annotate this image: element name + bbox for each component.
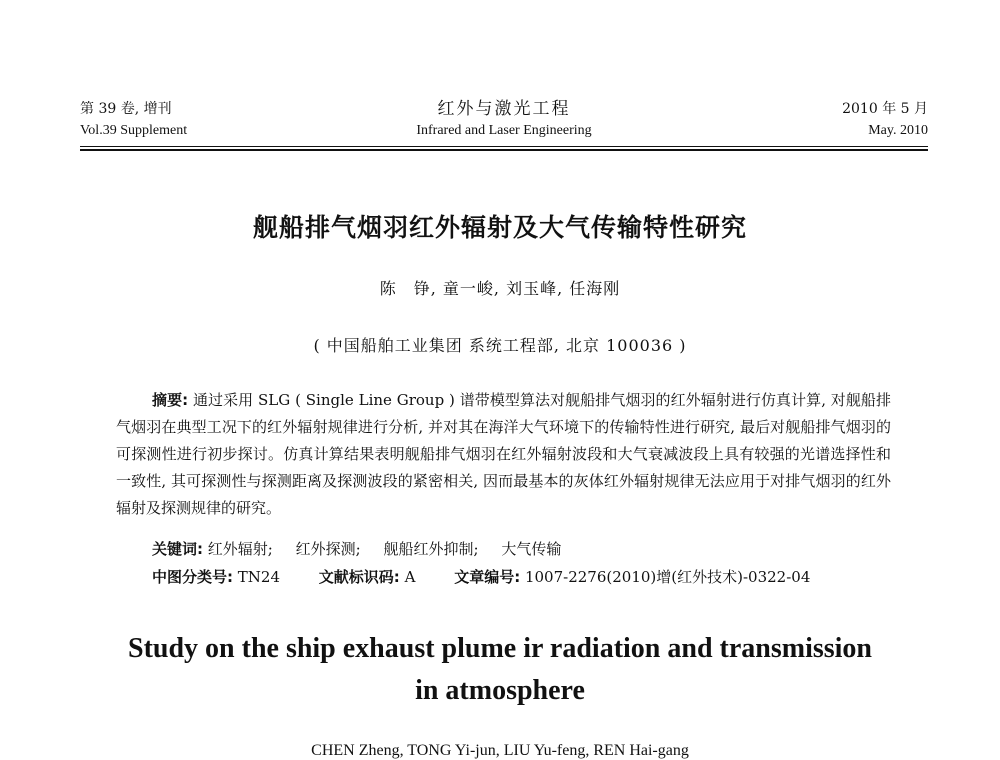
paper-title-en bbox=[100, 628, 900, 712]
date-en: May. 2010 bbox=[868, 123, 928, 138]
keywords bbox=[152, 537, 579, 561]
title-en-line2: in atmosphere bbox=[415, 675, 585, 706]
article-number-field bbox=[454, 568, 810, 586]
affiliation-cn: ( 中国船舶工业集团 系统工程部, 北京 100036 ) bbox=[313, 336, 687, 355]
journal-name-cn: 红外与激光工程 bbox=[437, 99, 571, 119]
header-center bbox=[80, 98, 928, 142]
date-cn: 2010 年 5 月 bbox=[842, 101, 928, 117]
abstract-label: 摘要: bbox=[152, 391, 189, 409]
keyword: 舰船红外抑制; bbox=[383, 540, 479, 558]
journal-name-en: Infrared and Laser Engineering bbox=[416, 123, 592, 138]
keyword: 大气传输 bbox=[501, 540, 562, 558]
doc-code-value: A bbox=[404, 568, 416, 586]
keyword: 红外辐射; bbox=[207, 540, 273, 558]
doc-code-field bbox=[319, 568, 416, 586]
clc-value: TN24 bbox=[237, 568, 280, 586]
volume-en: Vol.39 Supplement bbox=[80, 123, 188, 138]
keywords-label: 关键词: bbox=[152, 540, 203, 558]
header-rule-thick bbox=[80, 149, 928, 151]
authors-en: CHEN Zheng, TONG Yi-jun, LIU Yu-feng, REN Hai-gang bbox=[311, 742, 689, 759]
doc-code-label: 文献标识码: bbox=[318, 568, 400, 586]
authors-cn: 陈 铮, 童一峻, 刘玉峰, 任海刚 bbox=[379, 279, 621, 298]
title-en-line1: Study on the ship exhaust plume ir radiation and transmission bbox=[128, 633, 872, 664]
classification-line bbox=[152, 565, 810, 589]
article-number-label: 文章编号: bbox=[454, 568, 521, 586]
volume-cn: 第 39 卷, 增刊 bbox=[80, 101, 172, 117]
abstract bbox=[116, 387, 891, 522]
article-number-value: 1007-2276(2010)增(红外技术)-0322-04 bbox=[524, 568, 811, 586]
header-rule-thin bbox=[80, 146, 928, 147]
abstract-text: 通过采用 SLG ( Single Line Group ) 谱带模型算法对舰船排气烟羽的红外辐射进行仿真计算, 对舰船排气烟羽在典型工况下的红外辐射规律进行分析, 并对其在海洋大气环境下的传输特性进行研究, 最后对舰船排气烟羽的可探测性进行初步探讨。仿真计算结果表明舰船排气烟羽在红外辐射波段和大气衰减波段上具有较强的光谱选择性和一致性, 其可探测性与探测距离及探测波段的紧密相关, 因而最基本的灰体红外辐射规律无法应用于对排气烟羽的红外辐射及探测规律的研究。 bbox=[116, 391, 891, 517]
clc-field bbox=[152, 568, 280, 586]
paper-title-cn: 舰船排气烟羽红外辐射及大气传输特性研究 bbox=[252, 213, 747, 242]
keyword: 红外探测; bbox=[295, 540, 361, 558]
clc-label: 中图分类号: bbox=[152, 568, 233, 586]
running-header bbox=[80, 98, 928, 146]
header-right bbox=[842, 98, 928, 142]
